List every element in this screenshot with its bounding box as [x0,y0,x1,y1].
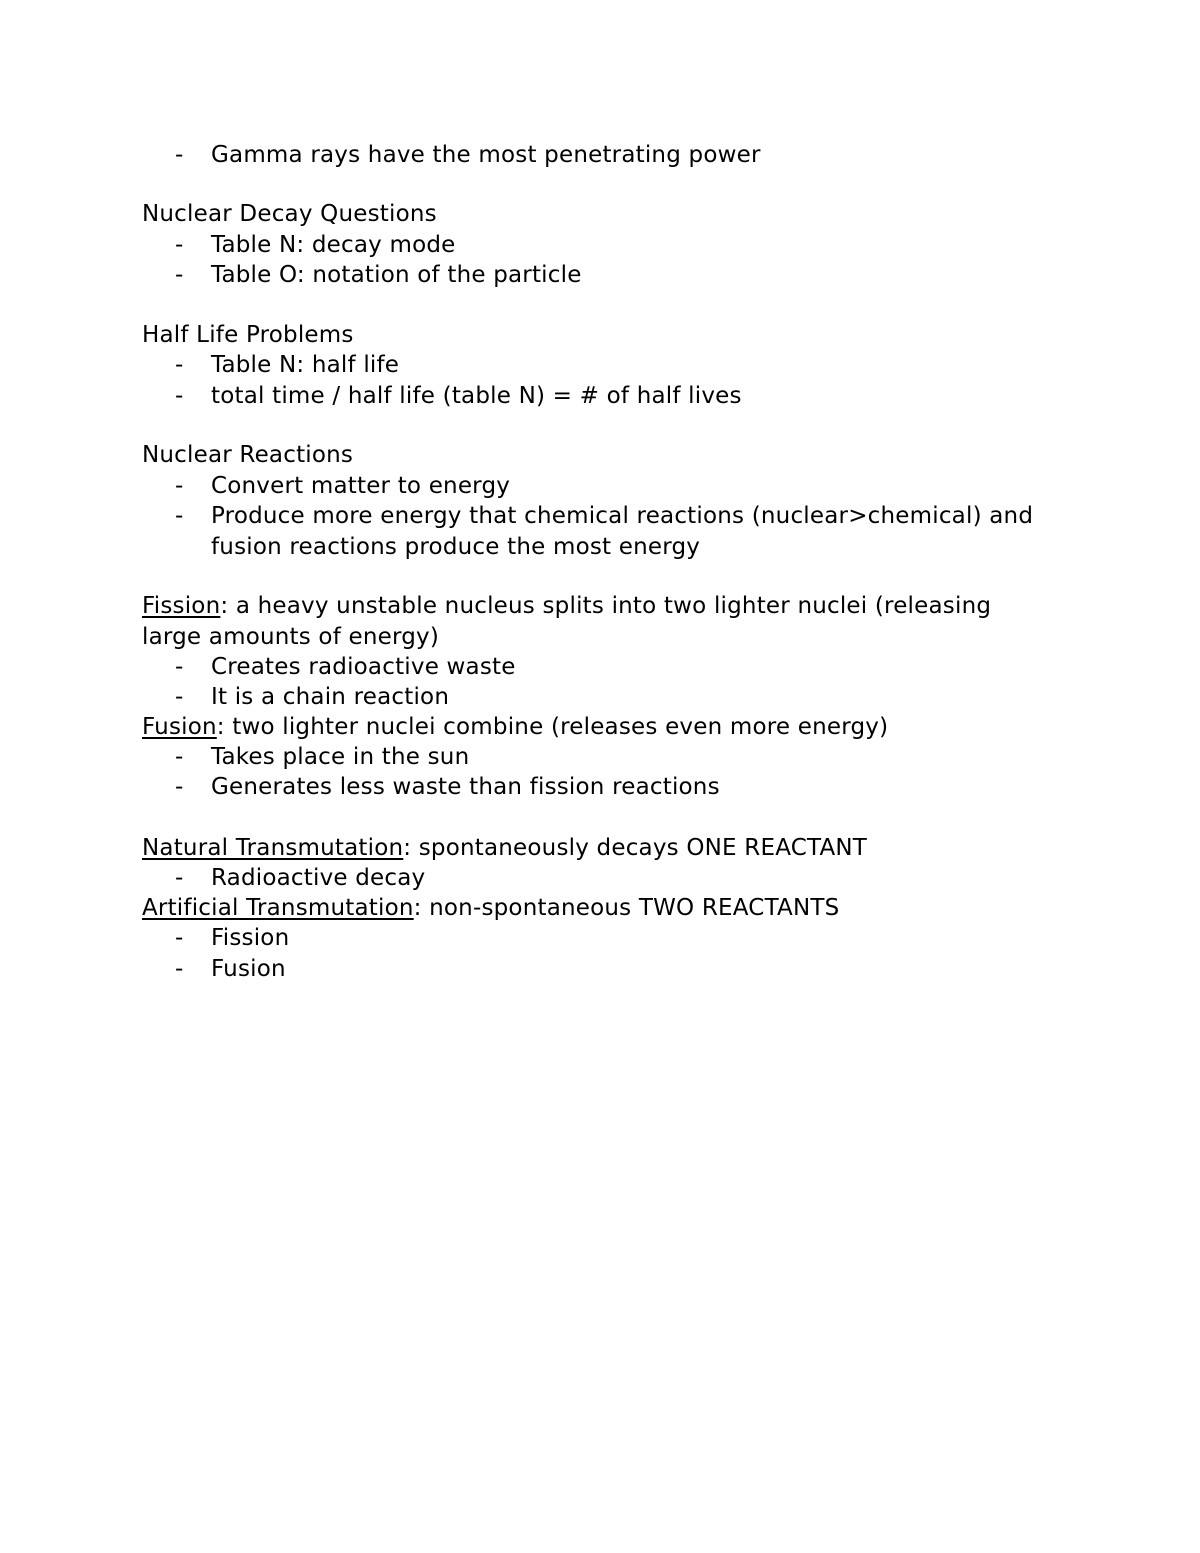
definition-natural-transmutation [142,833,867,863]
term-artificial-transmutation: Artificial Transmutation [142,895,414,921]
bullet-text: Fission [211,925,290,951]
bullet-text: Generates less waste than fission reactions [211,774,720,800]
bullet-dash: - [175,473,184,499]
bullet-dash: - [175,956,184,982]
definition-artificial-transmutation [142,893,839,923]
term-fusion: Fusion [142,714,217,740]
bullet-dash: - [175,774,184,800]
term-natural-transmutation: Natural Transmutation [142,835,404,861]
bullet-text: Gamma rays have the most penetrating power [211,142,761,168]
section-heading-nuclear-reactions: Nuclear Reactions [142,442,354,468]
bullet-dash: - [175,262,184,288]
bullet-text: Fusion [211,956,286,982]
section-heading-nuclear-decay: Nuclear Decay Questions [142,201,437,227]
bullet-dash: - [175,865,184,891]
definition-text: : a heavy unstable nucleus splits into two lighter nuclei (releasing [220,593,992,619]
definition-fission-continued: large amounts of energy) [142,624,440,650]
bullet-dash: - [175,654,184,680]
bullet-dash: - [175,352,184,378]
bullet-dash: - [175,503,184,529]
section-heading-half-life: Half Life Problems [142,322,354,348]
bullet-text: total time / half life (table N) = # of half lives [211,383,742,409]
bullet-dash: - [175,744,184,770]
definition-fusion [142,712,888,742]
bullet-dash: - [175,684,184,710]
definition-text: : two lighter nuclei combine (releases even more energy) [216,714,889,740]
bullet-dash: - [175,925,184,951]
bullet-text: Creates radioactive waste [211,654,516,680]
bullet-text: Convert matter to energy [211,473,511,499]
term-fission: Fission [142,593,221,619]
bullet-text: It is a chain reaction [211,684,450,710]
bullet-text: Produce more energy that chemical reactions (nuclear>chemical) and [211,503,1034,529]
bullet-text: Takes place in the sun [211,744,470,770]
bullet-text: Table N: half life [211,352,400,378]
definition-text: : spontaneously decays ONE REACTANT [403,835,868,861]
bullet-text: Table N: decay mode [211,232,456,258]
definition-fission [142,591,991,621]
bullet-text-continued: fusion reactions produce the most energy [211,534,701,560]
bullet-text: Radioactive decay [211,865,426,891]
definition-text: : non-spontaneous TWO REACTANTS [413,895,840,921]
bullet-text: Table O: notation of the particle [211,262,582,288]
bullet-dash: - [175,383,184,409]
bullet-dash: - [175,232,184,258]
bullet-dash: - [175,142,184,168]
